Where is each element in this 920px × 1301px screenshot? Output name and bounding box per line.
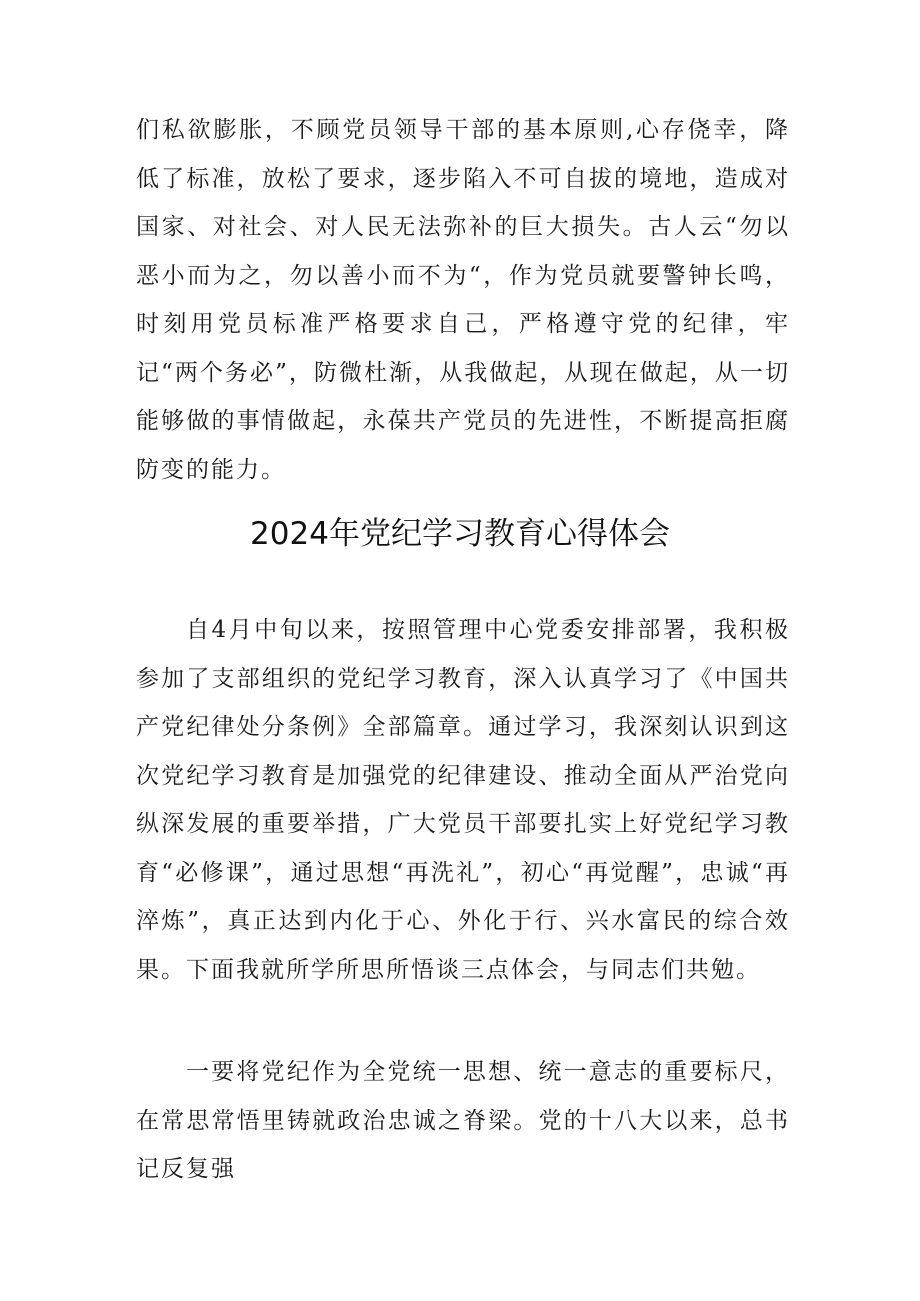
body-paragraph: 们私欲膨胀，不顾党员领导干部的基本原则,心存侥幸，降低了标准，放松了要求，逐步陷入不可自拔的境地，造成对国家、对社会、对人民无法弥补的巨大损失。古人云“勿以恶小而为之，勿以善小而不为“，作为党员就要警钟长鸣，时刻用党员标准严格要求自己，严格遵守党的纪律，牢记“两个务必”，防微杜渐，从我做起，从现在做起，从一切能够做的事情做起，永葆共产党员的先进性，不断提高拒腐防变的能力。 xyxy=(136,117,790,483)
body-paragraph: 自4月中旬以来，按照管理中心党委安排部署，我积极参加了支部组织的党纪学习教育，深入认真学习了《中国共产党纪律处分条例》全部篇章。通过学习，我深刻认识到这次党纪学习教育是加强党的纪律建设、推动全面从严治党向纵深发展的重要举措，广大党员干部要扎实上好党纪学习教育“必修课”，通过思想“再洗礼”，初心“再觉醒”，忠诚“再淬炼”，真正达到内化于心、外化于行、兴水富民的综合效果。下面我就所学所思所悟谈三点体会，与同志们共勉。 xyxy=(136,617,790,983)
body-paragraph: 一要将党纪作为全党统一思想、统一意志的重要标尺，在常思常悟里铸就政治忠诚之脊梁。党的十八大以来，总书记反复强 xyxy=(136,1059,790,1182)
document-title: 2024年党纪学习教育心得体会 xyxy=(250,516,670,552)
